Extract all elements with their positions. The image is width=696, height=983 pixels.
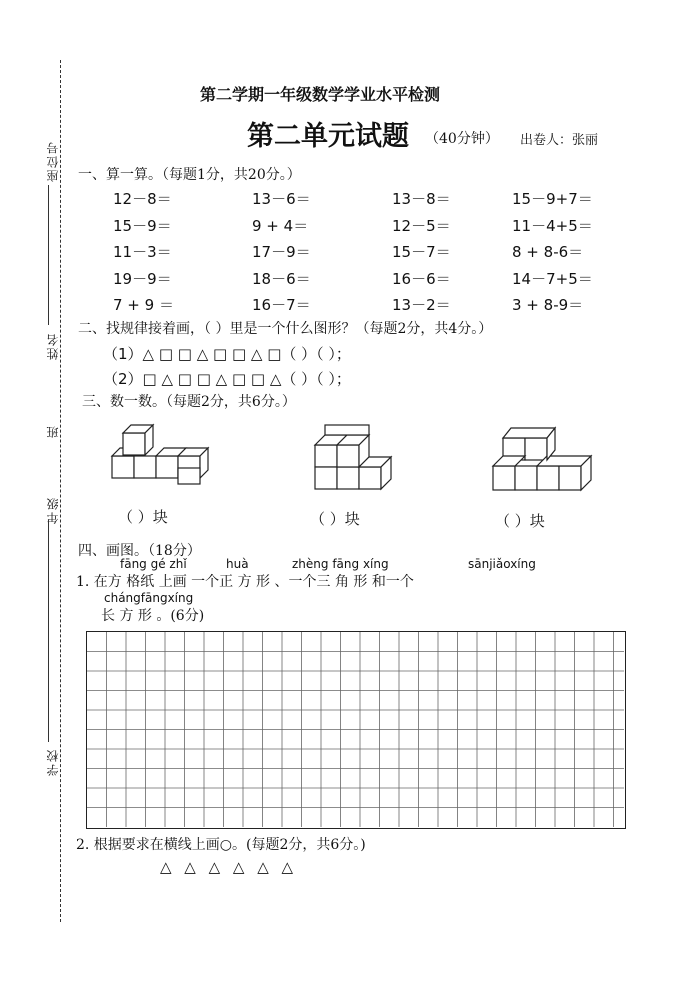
school-label: 学校 [46, 748, 60, 776]
problem-item: 15－7＝ [392, 243, 451, 261]
cube-answer-3: （ ）块 [495, 512, 545, 530]
cube-figure-2 [312, 420, 397, 492]
q2-triangles: △ △ △ △ △ △ [160, 858, 298, 876]
grade-label: 年级 [46, 496, 60, 524]
binding-margin-line [60, 60, 61, 922]
pinyin-hua: huà [226, 557, 249, 571]
problem-item: 16－7＝ [252, 296, 311, 314]
pattern-row-2: （2）□ △ □ □ △ □ □ △（ ）（ ）； [103, 370, 351, 388]
pattern-row-1: （1）△ □ □ △ □ □ △ □（ ）（ ）； [103, 345, 351, 363]
school-line [48, 520, 49, 742]
problem-item: 17－9＝ [252, 243, 311, 261]
pinyin-changfangxing: chángfāngxíng [104, 591, 194, 605]
problem-item: 8 + 8-6＝ [512, 243, 584, 261]
problem-item: 11－3＝ [113, 243, 172, 261]
seat-number-label: 座位号 [46, 140, 60, 182]
problem-item: 7 + 9 ＝ [113, 296, 174, 314]
problem-item: 13－8＝ [392, 190, 451, 208]
problem-item: 11－4+5＝ [512, 217, 593, 235]
q1-text-line1: 1. 在方 格纸 上画 一个正 方 形 、一个三 角 形 和一个 [76, 574, 414, 590]
problem-item: 18－6＝ [252, 270, 311, 288]
cube-answer-2: （ ）块 [310, 510, 360, 528]
q1-text-line2: 长 方 形 。(6分) [101, 608, 205, 624]
problem-item: 9 + 4＝ [252, 217, 309, 235]
super-title: 第二学期一年级数学学业水平检测 [200, 85, 441, 104]
problem-item: 19－9＝ [113, 270, 172, 288]
problem-item: 13－6＝ [252, 190, 311, 208]
problem-item: 13－2＝ [392, 296, 451, 314]
cube-answer-1: （ ）块 [118, 508, 168, 526]
problem-item: 12－8＝ [113, 190, 172, 208]
problem-item: 15－9＝ [113, 217, 172, 235]
time-note: （40分钟） [425, 131, 499, 147]
section2-heading: 二、找规律接着画，（ ）里是一个什么图形？（每题2分，共4分。） [78, 321, 493, 337]
grid-lines [87, 632, 624, 827]
page-title: 第二单元试题 [247, 121, 409, 152]
pinyin-zhengfangxing: zhèng fāng xíng [292, 557, 389, 571]
cube-figure-1 [108, 420, 233, 490]
section3-heading: 三、数一数。（每题2分，共6分。） [82, 394, 296, 410]
problem-item: 15－9+7＝ [512, 190, 593, 208]
pinyin-sanjiaoxing: sānjiǎoxíng [468, 557, 536, 571]
drawing-grid[interactable] [86, 631, 626, 829]
q2-text: 2. 根据要求在横线上画○。(每题2分，共6分。) [76, 837, 366, 853]
section4-heading: 四、画图。（18分） [78, 543, 201, 559]
problem-item: 14－7+5＝ [512, 270, 593, 288]
section1-heading: 一、算一算。（每题1分，共20分。） [78, 167, 301, 183]
class-label: 班 [46, 424, 60, 438]
name-label: 姓名 [46, 332, 60, 360]
cube-figure-3 [490, 420, 605, 495]
pinyin-fangge: fāng gé zhǐ [120, 557, 187, 571]
name-line [48, 185, 49, 325]
author-line: 出卷人：张丽 [520, 133, 599, 148]
problem-item: 12－5＝ [392, 217, 451, 235]
problem-item: 16－6＝ [392, 270, 451, 288]
problem-item: 3 + 8-9＝ [512, 296, 584, 314]
